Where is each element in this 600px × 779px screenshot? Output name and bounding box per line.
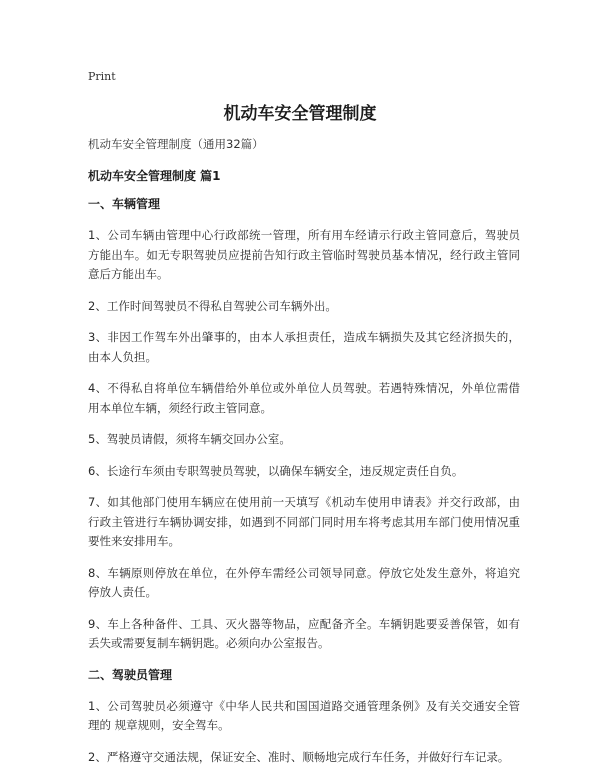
document-body xyxy=(88,135,520,779)
paragraph: 2、严格遵守交通法规，保证安全、准时、顺畅地完成行车任务，并做好行车记录。 xyxy=(88,749,510,764)
print-link[interactable]: Print xyxy=(88,70,116,83)
paragraph: 2、工作时间驾驶员不得私自驾驶公司车辆外出。 xyxy=(88,298,337,313)
paragraph: 7、如其他部门使用车辆应在使用前一天填写《机动车使用申请表》并交行政部，由行政主管进行车辆协调安排，如遇到不同部门同时用车将考虑其用车部门使用情况重要性来安排用车。 xyxy=(88,495,520,548)
paragraph: 1、公司驾驶员必须遵守《中华人民共和国国道路交通管理条例》及有关交通安全管理的 规章规则，安全驾车。 xyxy=(88,698,520,732)
page-title: 机动车安全管理制度 xyxy=(223,104,377,124)
section-heading-driver-management: 二、驾驶员管理 xyxy=(88,667,173,682)
paragraph: 8、车辆原则停放在单位，在外停车需经公司领导同意。停放它处发生意外，将追究停放人责任。 xyxy=(88,565,520,599)
paragraph: 1、公司车辆由管理中心行政部统一管理，所有用车经请示行政主管同意后，驾驶员方能出车。如无专职驾驶员应提前告知行政主管临时驾驶员基本情况，经行政主管同意后方能出车。 xyxy=(88,228,520,281)
paragraph: 6、长途行车须由专职驾驶员驾驶，以确保车辆安全，违反规定责任自负。 xyxy=(88,463,464,478)
section-heading-vehicle-management: 一、车辆管理 xyxy=(88,197,161,211)
paragraph: 3、非因工作驾车外出肇事的，由本人承担责任，造成车辆损失及其它经济损失的，由本人负担。 xyxy=(88,330,520,364)
document-subtitle: 机动车安全管理制度（通用32篇） xyxy=(88,137,264,151)
paragraph: 5、驾驶员请假，须将车辆交回办公室。 xyxy=(88,432,291,446)
paragraph: 4、不得私自将单位车辆借给外单位或外单位人员驾驶。若遇特殊情况，外单位需借用本单位车辆，须经行政主管同意。 xyxy=(88,381,520,415)
article-heading: 机动车安全管理制度 篇1 xyxy=(88,169,221,183)
paragraph: 9、车上各种备件、工具、灭火器等物品，应配备齐全。车辆钥匙要妥善保管，如有丢失或需要复制车辆钥匙。必须向办公室报告。 xyxy=(88,616,520,650)
